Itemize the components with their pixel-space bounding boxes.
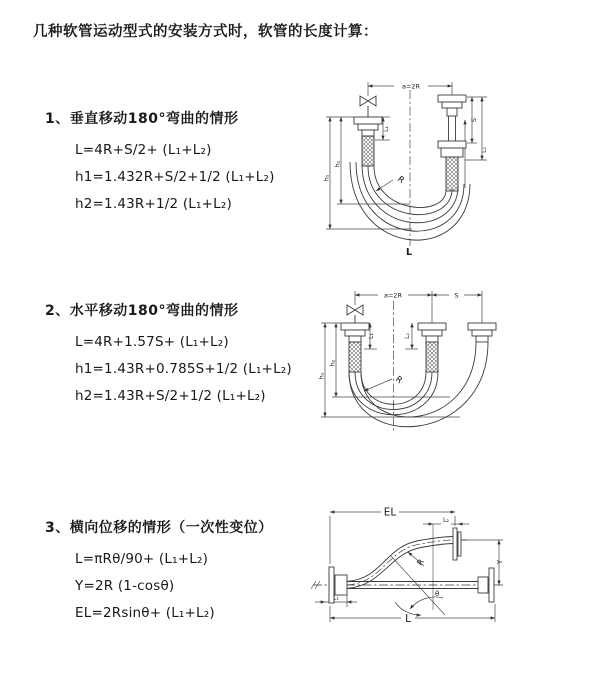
dim-label-h1: h₁ [322,174,331,182]
dim-label-h2: h₂ [333,160,342,168]
dim-label-el: EL [383,506,397,519]
d3-hose-drawing [311,528,503,603]
dim-label-l1: L₁ [383,126,390,132]
dim-label-theta: θ [435,590,440,598]
dim-label-h2: h₂ [328,359,337,367]
right-braid [446,157,458,191]
formula-length: L=4R+S/2+ (L₁+L₂) [75,142,212,158]
top-right-flange-displaced [453,528,467,560]
right-flange-original [478,568,494,602]
dim-label-l: L [405,613,411,625]
diagram-horizontal-180-bend [300,281,600,471]
d2-dimension-lines [321,291,482,417]
dim-label-r: R [415,557,426,568]
right-flange-lower [438,141,466,157]
right-flange-upper [438,95,466,116]
section-1-heading: 1、垂直移动180°弯曲的情形 [45,111,239,127]
formula-h2: h2=1.43R+S/2+1/2 (L₁+L₂) [75,388,266,404]
section-vertical-180 [45,110,275,218]
diagram-vertical-180-bend [300,68,600,263]
formula-length: L=4R+1.57S+ (L₁+L₂) [75,334,229,350]
d3-dimension-lines [315,512,503,622]
dim-label-l: L [405,247,413,258]
middle-braid [426,342,438,372]
section-2-formulas [75,329,292,410]
formula-length: L=πRθ/90+ (L₁+L₂) [75,551,209,567]
formula-h2: h2=1.43R+1/2 (L₁+L₂) [75,196,232,212]
dim-label-r: R [395,174,406,187]
formula-h1: h1=1.432R+S/2+1/2 (L₁+L₂) [75,169,275,185]
dim-label-y: Y [496,559,504,565]
s-curve-hose [347,537,453,589]
dim-label-l2: L₂ [404,333,411,339]
dim-label-l1: L₁ [368,333,375,339]
section-2-heading: 2、水平移动180°弯曲的情形 [45,303,239,319]
dim-label-l2: L₂ [481,147,488,153]
dim-label-a2r: a=2R [401,82,421,91]
dim-label-s: S [470,117,478,123]
formula-h1: h1=1.43R+0.785S+1/2 (L₁+L₂) [75,361,292,377]
valve-icon [360,96,376,106]
valve-icon [347,305,363,315]
dim-label-s: S [454,291,459,300]
middle-flange [418,323,446,342]
dim-label-h1: h₁ [317,372,326,380]
diagram-lateral-displacement [295,498,600,658]
dim-label-r: R [393,374,404,387]
formula-y: Y=2R (1-cosθ) [75,578,175,594]
left-braid [362,136,374,166]
dim-label-l2: L₂ [443,517,449,524]
d2-hose-drawing [341,301,496,431]
d1-labels [323,83,489,259]
left-braid [349,342,361,372]
left-flange [341,323,369,342]
d3-labels [333,507,504,626]
dim-label-a2r: a=2R [383,291,403,300]
section-3-heading: 3、横向位移的情形（一次性变位） [45,520,273,536]
section-3-formulas [75,546,273,627]
formula-el: EL=2Rsinθ+ (L₁+L₂) [75,605,215,621]
left-flange [354,117,382,136]
page-title: 几种软管运动型式的安装方式时，软管的长度计算： [33,24,378,40]
dim-label-l1: L₁ [333,594,339,602]
d1-hose-drawing [350,90,470,246]
section-horizontal-180 [45,302,292,410]
section-1-formulas [75,137,275,218]
right-flange-moved [468,323,496,342]
u-bend-arcs [349,342,488,427]
section-lateral-displacement [45,519,273,627]
